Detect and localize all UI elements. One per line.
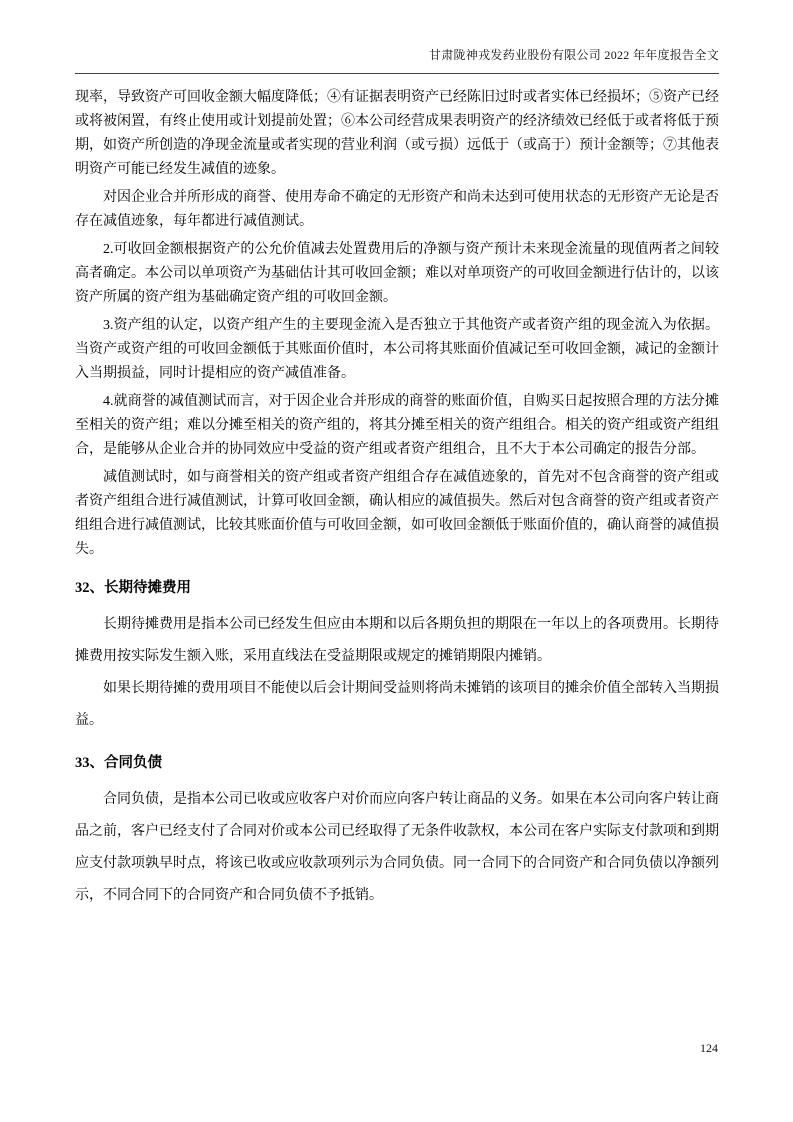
report-title-header: 甘肃陇神戎发药业股份有限公司 2022 年年度报告全文 [428, 48, 719, 62]
section-heading-33: 33、合同负债 [75, 755, 162, 771]
body-paragraph: 4.就商誉的减值测试而言，对于因企业合并形成的商誉的账面价值，自购买日起按照合理的方法分摊至相关的资产组；难以分摊至相关的资产组的，将其分摊至相关的资产组组合。相关的资产组或资产组组合，是能够从企业合并的协同效应中受益的资产组或者资产组组合，且不大于本公司确定的报告分部。 [75, 394, 719, 457]
body-paragraph: 2.可收回金额根据资产的公允价值减去处置费用后的净额与资产预计未来现金流量的现值两者之间较高者确定。本公司以单项资产为基础估计其可收回金额；难以对单项资产的可收回金额进行估计的，以该资产所属的资产组为基础确定资产组的可收回金额。 [75, 242, 719, 305]
body-paragraph: 对因企业合并所形成的商誉、使用寿命不确定的无形资产和尚未达到可使用状态的无形资产无论是否存在减值迹象，每年都进行减值测试。 [75, 190, 719, 229]
section-heading-32: 32、长期待摊费用 [75, 580, 191, 596]
body-paragraph: 减值测试时，如与商誉相关的资产组或者资产组组合存在减值迹象的，首先对不包含商誉的资产组或者资产组组合进行减值测试，计算可收回金额，确认相应的减值损失。然后对包含商誉的资产组或者资产组组合进行减值测试，比较其账面价值与可收回金额，如可收回金额低于账面价值的，确认商誉的减值损失。 [75, 470, 719, 557]
body-paragraph: 长期待摊费用是指本公司已经发生但应由本期和以后各期负担的期限在一年以上的各项费用。长期待摊费用按实际发生额入账，采用直线法在受益期限或规定的摊销期限内摊销。 [75, 617, 719, 664]
body-paragraph: 3.资产组的认定，以资产组产生的主要现金流入是否独立于其他资产或者资产组的现金流入为依据。当资产或资产组的可收回金额低于其账面价值时，本公司将其账面价值减记至可收回金额，减记的金额计入当期损益，同时计提相应的资产减值准备。 [75, 318, 719, 381]
page-header [75, 48, 719, 74]
body-paragraph: 现率，导致资产可回收金额大幅度降低；④有证据表明资产已经陈旧过时或者实体已经损坏；⑤资产已经或将被闲置，有终止使用或计划提前处置；⑥本公司经营成果表明资产的经济绩效已经低于或者将低于预期，如资产所创造的净现金流量或者实现的营业利润（或亏损）远低于（或高于）预计金额等；⑦其他表明资产可能已经发生减值的迹象。 [75, 90, 719, 177]
body-paragraph: 如果长期待摊的费用项目不能使以后会计期间受益则将尚未摊销的该项目的摊余价值全部转入当期损益。 [75, 681, 719, 728]
page-number: 124 [700, 1041, 718, 1055]
body-paragraph: 合同负债，是指本公司已收或应收客户对价而应向客户转让商品的义务。如果在本公司向客户转让商品之前，客户已经支付了合同对价或本公司已经取得了无条件收款权，本公司在客户实际支付款项和到期应支付款项孰早时点，将该已收或应收款项列示为合同负债。同一合同下的合同资产和合同负债以净额列示，不同合同下的合同资产和合同负债不予抵销。 [75, 792, 719, 903]
page-body [75, 86, 719, 912]
